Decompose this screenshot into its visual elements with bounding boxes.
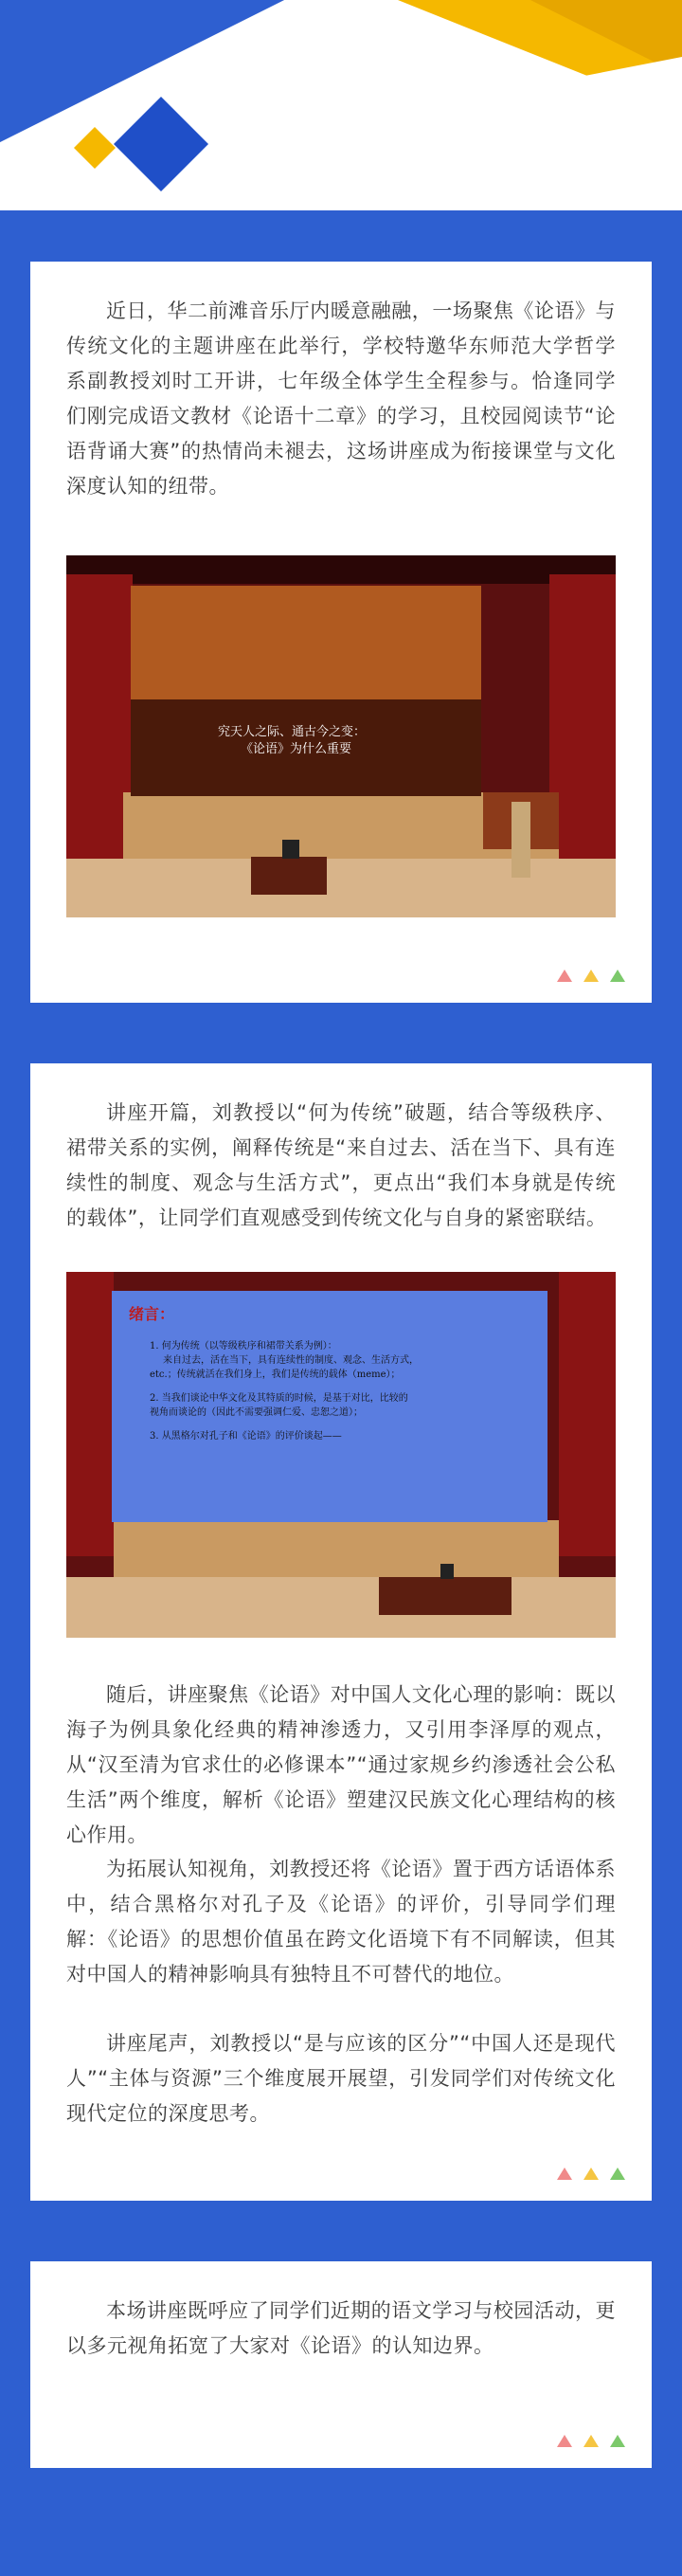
slide-caption — [218, 724, 366, 758]
slide-line-1: 究天人之际、通古今之变： — [218, 725, 367, 739]
article-card-2 — [30, 1063, 652, 2201]
slide-item-3: etc.；传统就活在我们身上，我们是传统的载体（meme）； — [150, 1370, 401, 1380]
yellow-triangle-icon — [583, 2168, 599, 2180]
green-triangle-icon — [610, 2435, 625, 2447]
blue-diamond-icon — [66, 87, 218, 201]
western-view-paragraph: 为拓展认知视角，刘教授还将《论语》置于西方话语体系中，结合黑格尔对孔子及《论语》的评价，引导同学们理解：《论语》的思想价值虽在跨文化语境下有不同解读，但其对中国人的精神影响具有独特且不可替代的地位。 — [66, 1858, 616, 1986]
slide-item-2: 来自过去，活在当下，具有连续性的制度、观念、生活方式， — [163, 1355, 419, 1366]
slide-item-6: 3. 从黑格尔对孔子和《论语》的评价谈起—— — [150, 1431, 342, 1442]
closing-paragraph: 讲座尾声，刘教授以“是与应该的区分”“中国人还是现代人”“主体与资源”三个维度展开展望，引发同学们对传统文化现代定位的深度思考。 — [66, 2032, 616, 2125]
pink-triangle-icon — [557, 970, 572, 982]
article-card-1 — [30, 262, 652, 1003]
yellow-triangle-icon — [583, 970, 599, 982]
summary-paragraph: 本场讲座既呼应了同学们近期的语文学习与校园活动，更以多元视角拓宽了大家对《论语》的认知边界。 — [66, 2299, 616, 2357]
yellow-diamond-icon — [74, 127, 116, 169]
intro-paragraph: 近日，华二前滩音乐厅内暖意融融，一场聚焦《论语》与传统文化的主题讲座在此举行，学校特邀华东师范大学哲学系副教授刘时工开讲，七年级全体学生全程参与。恰逢同学们刚完成语文教材《论语十二章》的学习，且校园阅读节“论语背诵大赛”的热情尚未褪去，这场讲座成为衔接课堂与文化深度认知的纽带。 — [66, 299, 616, 498]
lecture-photo-2 — [66, 1272, 616, 1638]
opening-paragraph: 讲座开篇，刘教授以“何为传统”破题，结合等级秩序、裙带关系的实例，阐释传统是“来自过去、活在当下、具有连续性的制度、观念与生活方式”，更点出“我们本身就是传统的载体”，让同学们直观感受到传统文化与自身的紧密联结。 — [66, 1101, 616, 1229]
triangle-decoration-2 — [557, 2168, 625, 2180]
green-triangle-icon — [610, 2168, 625, 2180]
slide-item-4: 2. 当我们谈论中华文化及其特质的时候，是基于对比，比较的 — [150, 1393, 408, 1404]
lecture-photo-1 — [66, 555, 616, 917]
triangle-decoration-3 — [557, 2435, 625, 2447]
slide-item-5: 视角而谈论的（因此不需要强调仁爱、忠恕之道）； — [150, 1407, 363, 1418]
slide-title: 绪言： — [129, 1305, 175, 1323]
green-triangle-icon — [610, 970, 625, 982]
yellow-triangle-icon — [583, 2435, 599, 2447]
triangle-decoration-1 — [557, 970, 625, 982]
article-card-3 — [30, 2261, 652, 2468]
header-bottom-stripe — [0, 210, 682, 220]
slide-content — [129, 1302, 536, 1443]
pink-triangle-icon — [557, 2435, 572, 2447]
slide-item-1: 1. 何为传统（以等级秩序和裙带关系为例）： — [150, 1341, 337, 1351]
header-banner — [0, 0, 682, 220]
slide-line-2: 《论语》为什么重要 — [241, 742, 352, 756]
pink-triangle-icon — [557, 2168, 572, 2180]
influence-paragraph: 随后，讲座聚焦《论语》对中国人文化心理的影响：既以海子为例具象化经典的精神渗透力，又引用李泽厚的观点，从“汉至清为官求仕的必修课本”“通过家规乡约渗透社会公私生活”两个维度，解析《论语》塑建汉民族文化心理结构的核心作用。 — [66, 1683, 616, 1846]
